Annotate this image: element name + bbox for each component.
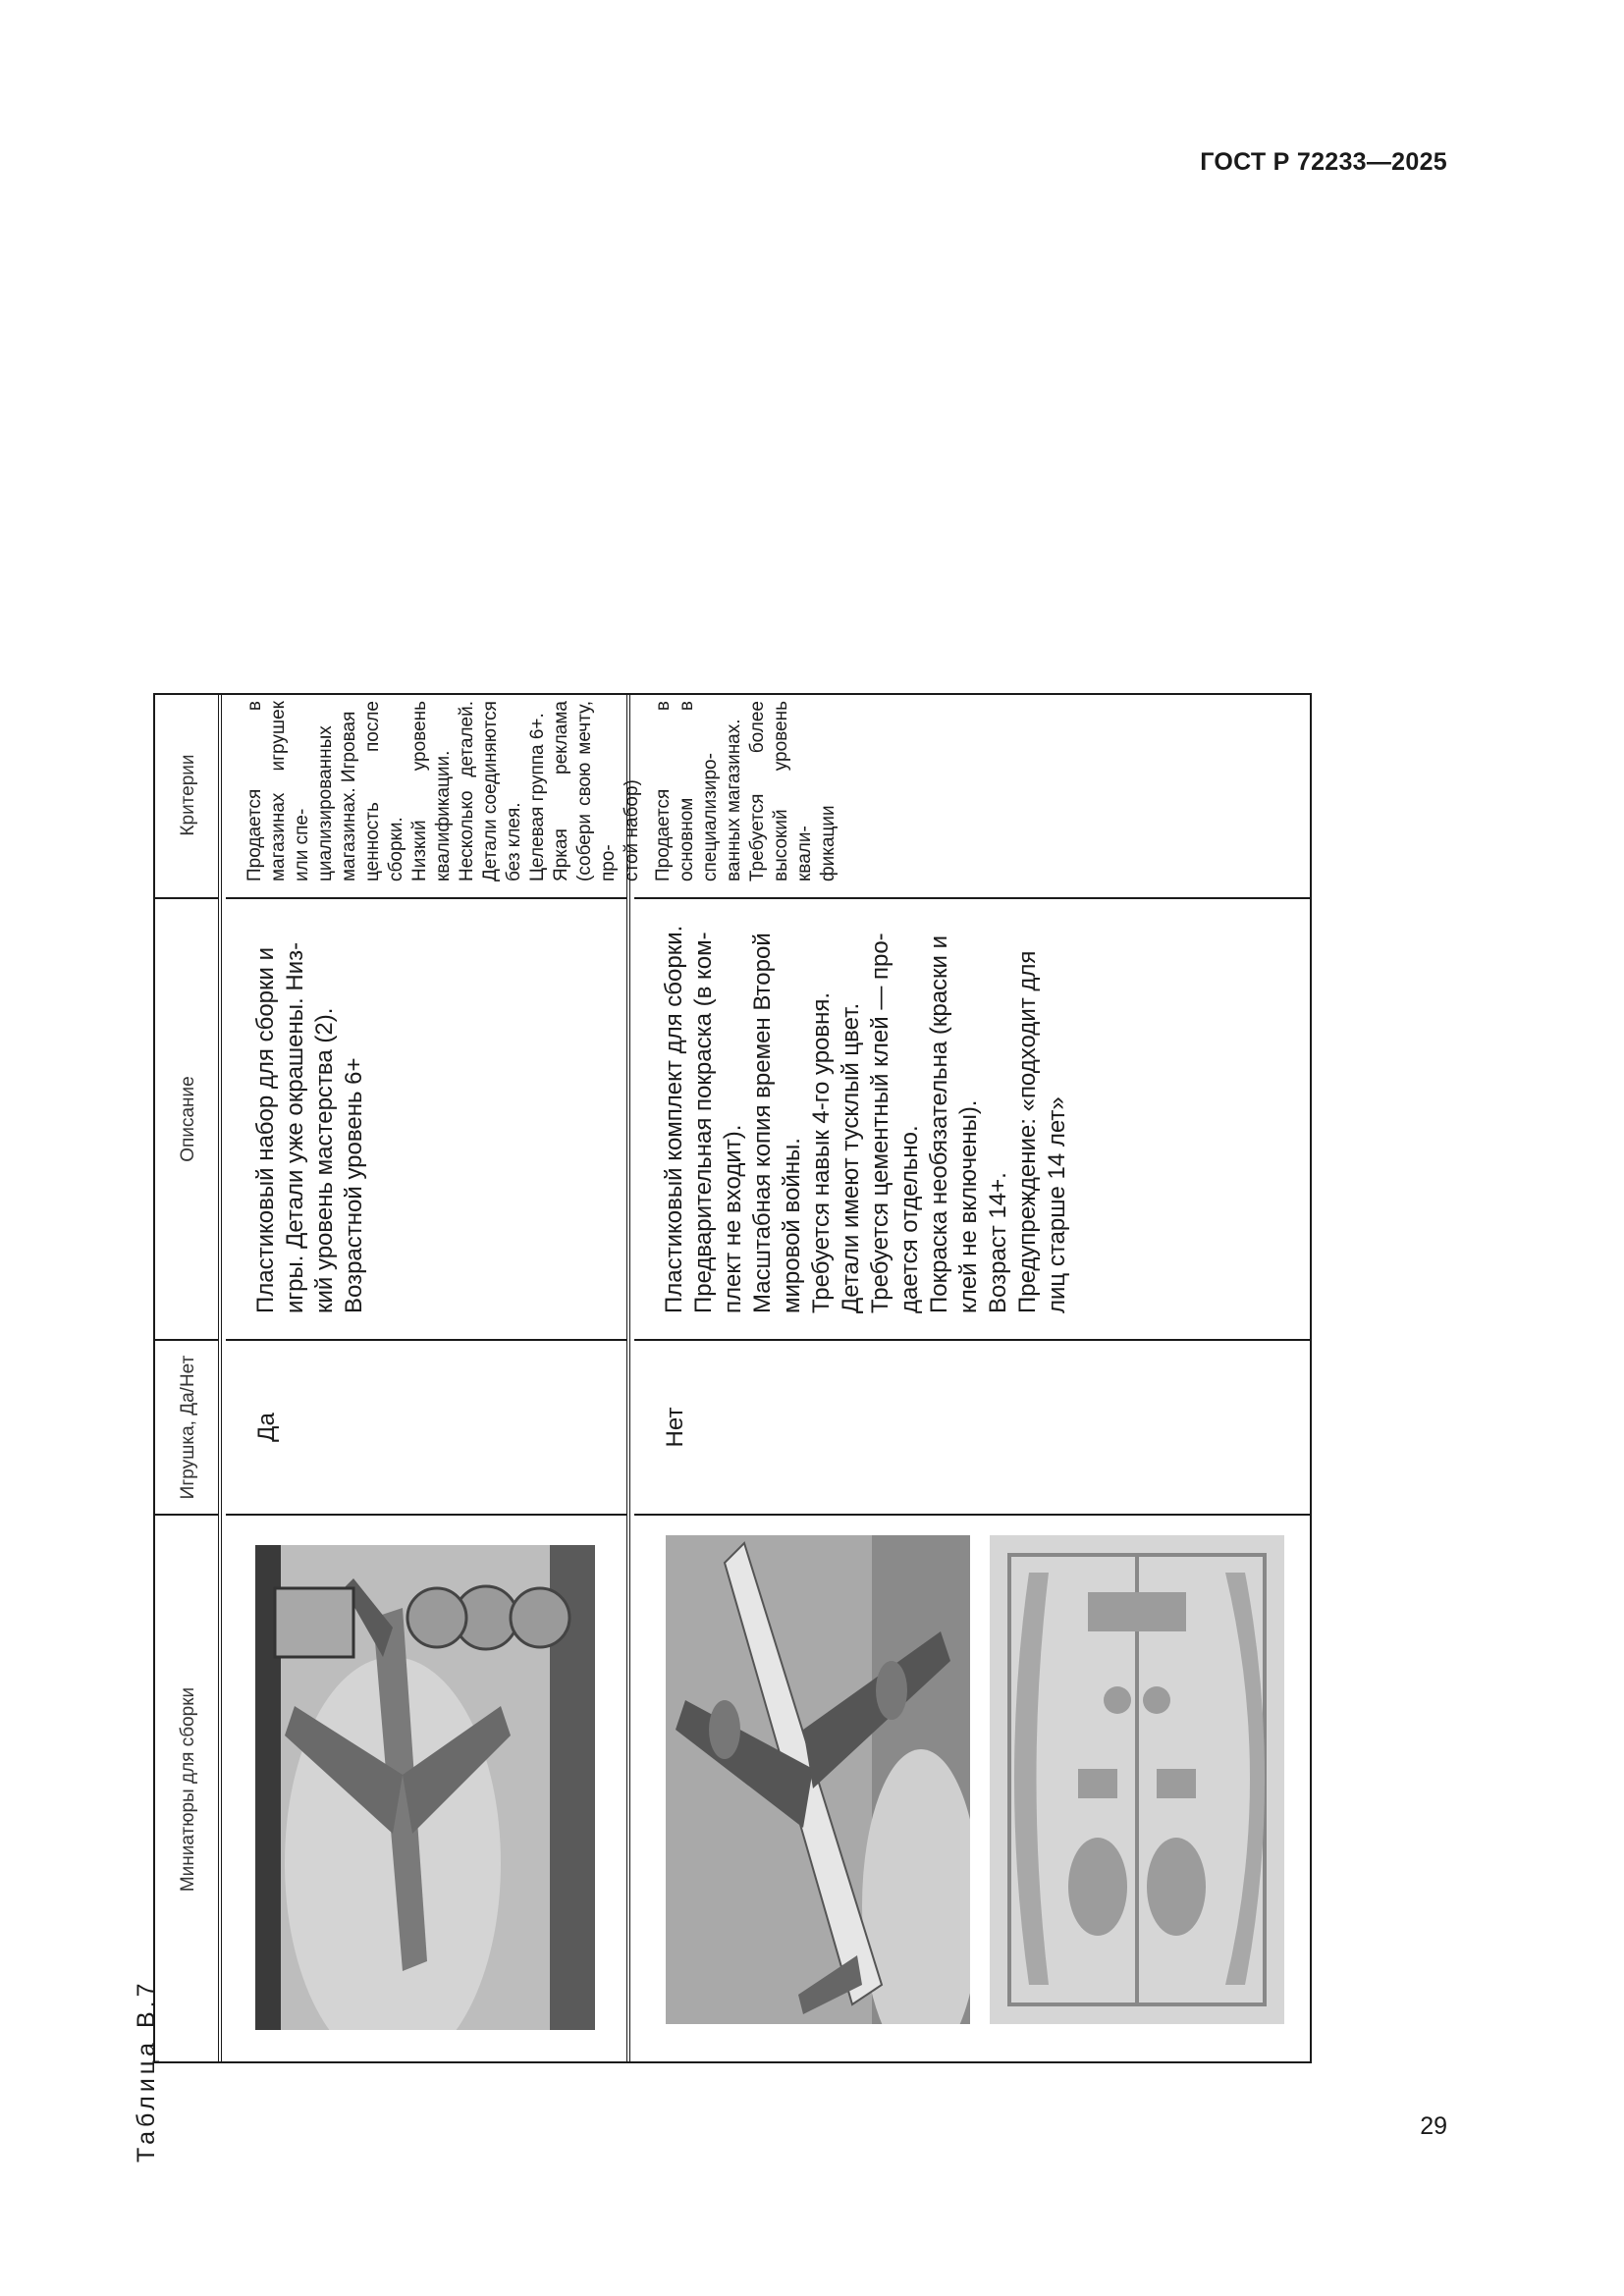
table-row xyxy=(226,693,642,2063)
criteria-line: Требуется более высокий уровень квали- xyxy=(747,701,815,881)
description-line: Покраска необязательна (краски и xyxy=(926,934,952,1313)
description-line: Пластиковый комплект для сборки. xyxy=(661,925,687,1313)
criteria-line: стой набор) xyxy=(622,779,642,881)
rotated-table xyxy=(153,693,1312,2063)
description-line: Пластиковый набор для сборки и xyxy=(252,947,279,1313)
description-line: Предварительная покраска (в ком- xyxy=(690,932,717,1313)
table-header-row xyxy=(153,693,222,2063)
page-number: 29 xyxy=(1420,2112,1447,2140)
description-line: дается отдельно. xyxy=(896,1125,923,1313)
description-line: плект не входит). xyxy=(720,1124,746,1313)
toy-value: Нет xyxy=(662,1407,688,1448)
description-line: клей не включены). xyxy=(955,1099,982,1313)
description-line: Предупреждение: «подходит для xyxy=(1014,950,1041,1313)
sprue-parts-photo xyxy=(990,1535,1284,2024)
criteria-line: ценность после сборки. xyxy=(362,701,406,881)
description-line: Возрастной уровень 6+ xyxy=(341,1057,367,1313)
header-toy: Игрушка, Да/Нет xyxy=(177,1355,198,1500)
description-cell xyxy=(634,899,1312,1339)
column-divider xyxy=(634,1514,1312,1516)
toy-value: Да xyxy=(253,1413,280,1442)
column-divider xyxy=(226,1514,626,1516)
header-criteria: Критерии xyxy=(177,754,198,836)
description-cell xyxy=(226,899,626,1339)
airliner-illustration xyxy=(666,1535,970,2024)
criteria-line: Продается в магазинах игрушек или спе- xyxy=(244,701,312,881)
description-line: кий уровень мастерства (2). xyxy=(311,1007,338,1313)
header-miniatures: Миниатюры для сборки xyxy=(177,1686,198,1893)
document-code: ГОСТ Р 72233—2025 xyxy=(1200,148,1447,176)
description-line: Детали имеют тусклый цвет. xyxy=(838,1002,864,1313)
description-line: Масштабная копия времен Второй xyxy=(749,933,776,1313)
criteria-line: без клея. xyxy=(504,802,524,881)
criteria-line: Целевая группа 6+. xyxy=(527,713,548,881)
table-caption: Таблица В.7 xyxy=(133,1979,160,2163)
description-line: Требуется цементный клей — про- xyxy=(867,933,893,1313)
table-row xyxy=(634,693,1312,2063)
description-line: лиц старше 14 лет» xyxy=(1044,1096,1070,1313)
description-line: мировой войны. xyxy=(779,1138,805,1313)
criteria-cell xyxy=(634,693,1312,897)
criteria-line: Яркая реклама (собери свою мечту, про- xyxy=(551,701,619,881)
criteria-line: ванных магазинах. xyxy=(724,719,744,881)
criteria-line: Низкий уровень квалификации. xyxy=(409,701,454,881)
description-line: Требуется навык 4-го уровня. xyxy=(808,991,835,1313)
criteria-line: циализированных магазинах. Игровая xyxy=(315,711,359,881)
criteria-line: фикации xyxy=(818,805,839,881)
criteria-line: Продается в основном в специализиро- xyxy=(653,701,721,881)
criteria-line: Несколько деталей. Детали соединяются xyxy=(457,701,501,881)
header-description: Описание xyxy=(177,1076,198,1162)
criteria-cell xyxy=(226,693,642,897)
fighter-jet-illustration xyxy=(255,1545,595,2030)
description-line: игры. Детали уже окрашены. Низ- xyxy=(282,941,308,1313)
sprue-illustration xyxy=(990,1535,1284,2024)
fighter-jet-kit-photo xyxy=(255,1545,595,2030)
airliner-model-photo xyxy=(666,1535,970,2024)
description-line: Возраст 14+. xyxy=(985,1172,1011,1313)
